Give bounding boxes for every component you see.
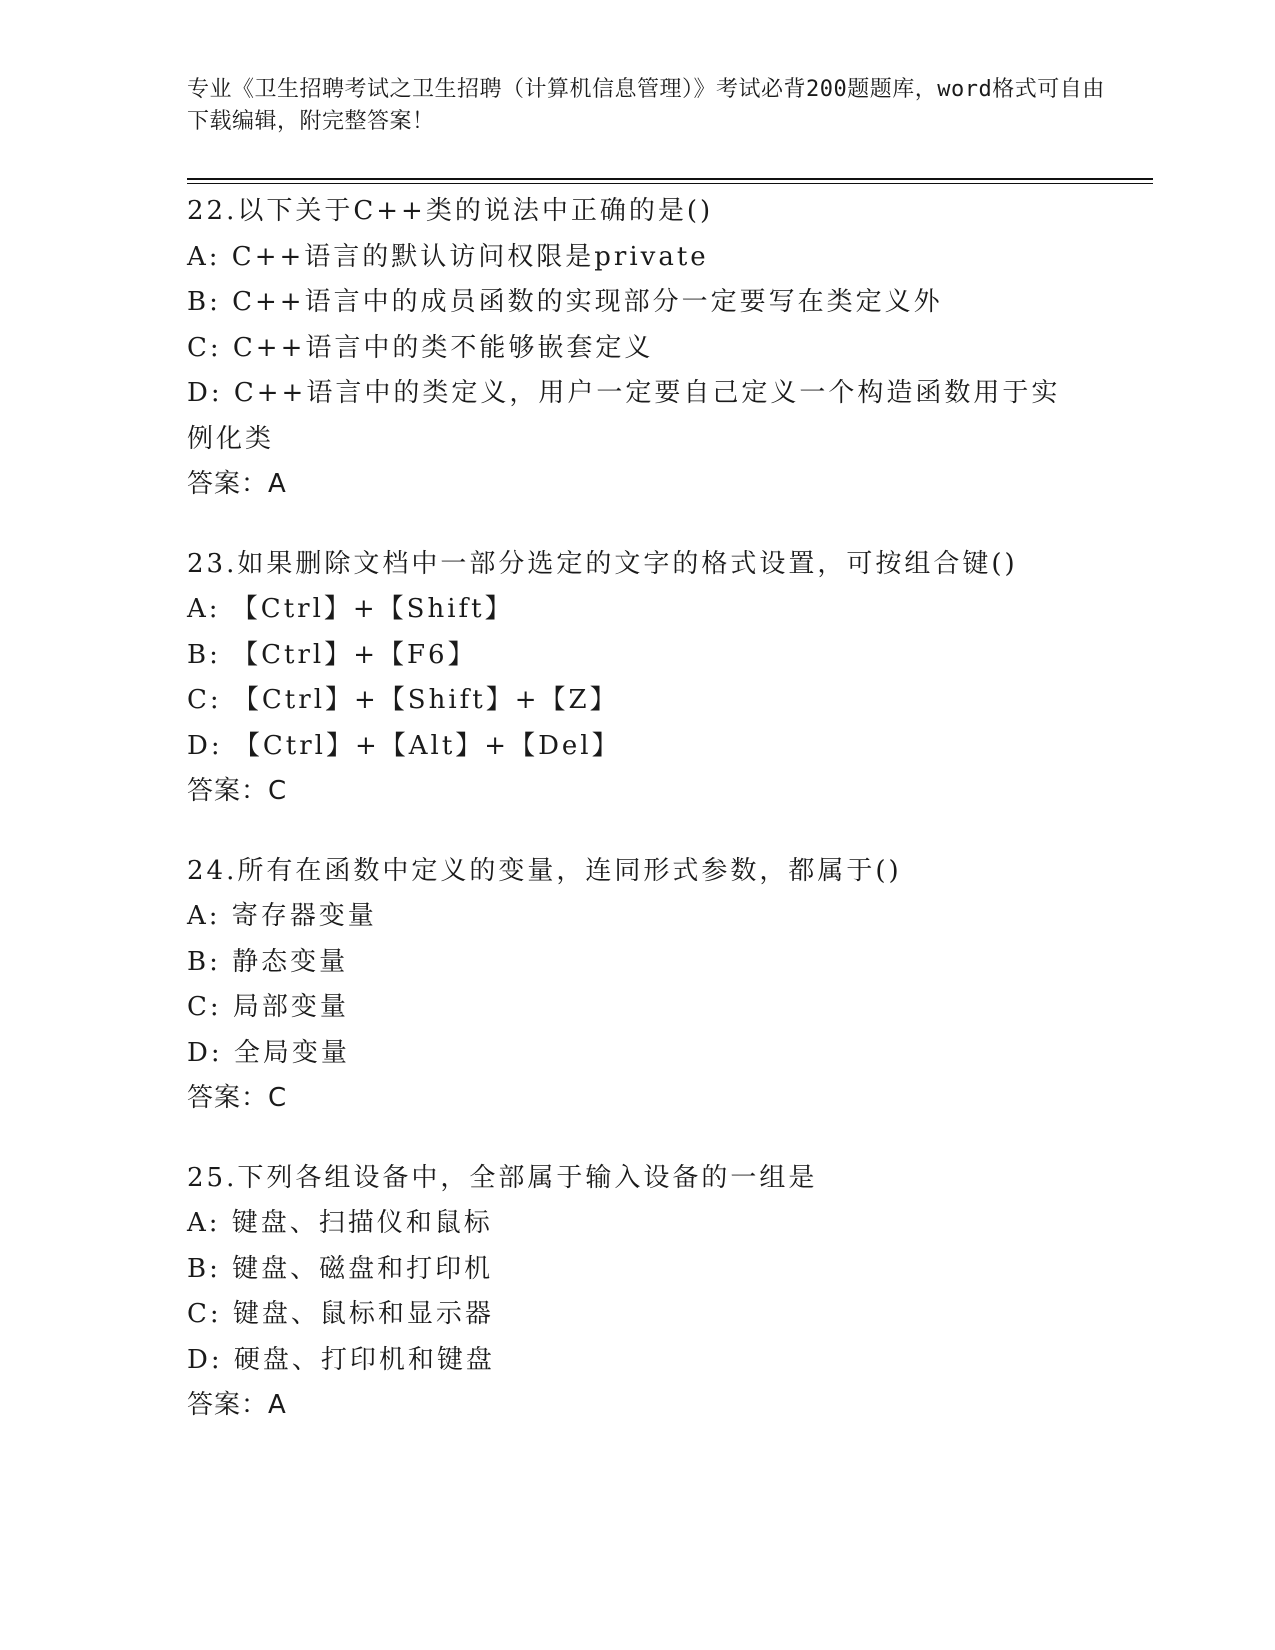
option-a: A: C++语言的默认访问权限是private — [187, 241, 709, 272]
question-23 — [187, 542, 1067, 815]
option-b: B: 键盘、磁盘和打印机 — [187, 1253, 494, 1284]
question-24 — [187, 849, 1067, 1122]
question-stem: 23.如果删除文档中一部分选定的文字的格式设置，可按组合键() — [187, 548, 1018, 579]
option-d: D: 全局变量 — [187, 1037, 350, 1068]
answer: 答案：C — [187, 1083, 288, 1113]
question-list — [187, 189, 1067, 1463]
option-d: D: 硬盘、打印机和键盘 — [187, 1344, 495, 1375]
header-divider-thin — [187, 183, 1153, 184]
header-divider-thick — [187, 178, 1153, 180]
document-header: 专业《卫生招聘考试之卫生招聘（计算机信息管理）》考试必背200题题库，word格式可自由下载编辑，附完整答案！ — [187, 77, 1105, 134]
option-c: C: C++语言中的类不能够嵌套定义 — [187, 332, 654, 363]
option-a: A: 【Ctrl】+【Shift】 — [187, 594, 514, 624]
question-25 — [187, 1156, 1067, 1429]
option-d: D: C++语言中的类定义，用户一定要自己定义一个构造函数用于实例化类 — [187, 378, 1061, 454]
option-b: B: 【Ctrl】+【F6】 — [187, 639, 477, 670]
option-d: D: 【Ctrl】+【Alt】+【Del】 — [187, 730, 621, 761]
answer: 答案：A — [187, 1390, 287, 1420]
question-stem: 25.下列各组设备中，全部属于输入设备的一组是 — [187, 1162, 818, 1193]
answer: 答案：A — [187, 469, 287, 499]
option-c: C: 键盘、鼠标和显示器 — [187, 1299, 494, 1329]
question-stem: 22.以下关于C++类的说法中正确的是() — [187, 196, 714, 226]
option-b: B: 静态变量 — [187, 946, 349, 977]
option-a: A: 寄存器变量 — [187, 901, 377, 931]
option-c: C: 【Ctrl】+【Shift】+【Z】 — [187, 685, 619, 715]
question-stem: 24.所有在函数中定义的变量，连同形式参数，都属于() — [187, 855, 902, 886]
option-b: B: C++语言中的成员函数的实现部分一定要写在类定义外 — [187, 287, 943, 317]
option-a: A: 键盘、扫描仪和鼠标 — [187, 1208, 493, 1238]
option-c: C: 局部变量 — [187, 992, 349, 1022]
question-22 — [187, 189, 1067, 508]
answer: 答案：C — [187, 776, 288, 806]
